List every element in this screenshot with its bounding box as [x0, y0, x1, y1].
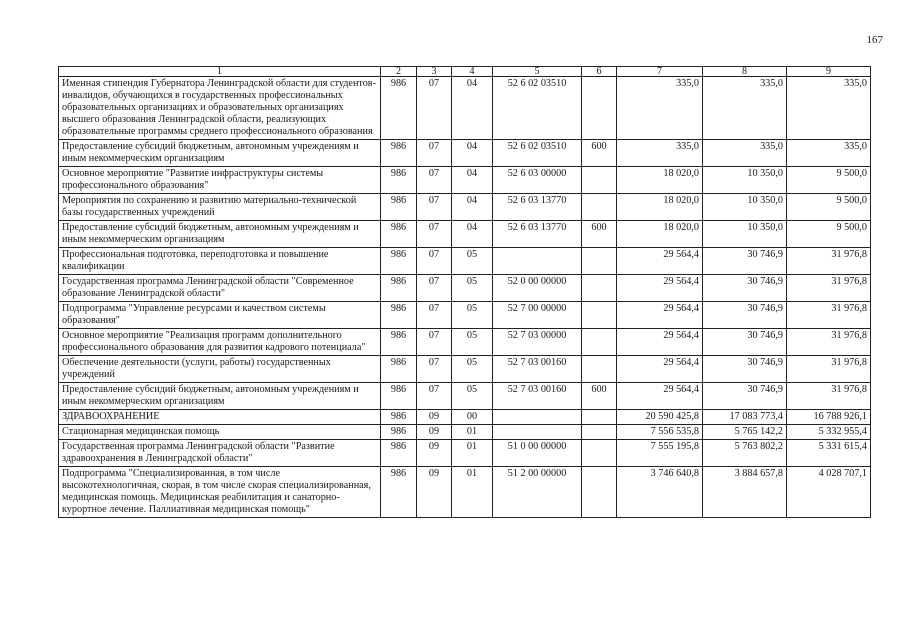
section-code-cell: 07 — [417, 221, 452, 248]
table-row — [59, 329, 871, 356]
column-header: 6 — [582, 67, 617, 77]
row-name-cell: Профессиональная подготовка, переподготовка и повышение квалификации — [59, 248, 381, 275]
amount-year1-cell: 7 555 195,8 — [617, 440, 703, 467]
subsection-code-cell: 04 — [452, 167, 493, 194]
expense-type-cell — [582, 440, 617, 467]
section-code-cell: 07 — [417, 248, 452, 275]
amount-year2-cell: 335,0 — [703, 140, 787, 167]
column-header: 1 — [59, 67, 381, 77]
section-code-cell: 07 — [417, 302, 452, 329]
column-header: 3 — [417, 67, 452, 77]
subsection-code-cell: 01 — [452, 440, 493, 467]
section-code-cell: 07 — [417, 140, 452, 167]
amount-year1-cell: 29 564,4 — [617, 356, 703, 383]
amount-year3-cell: 9 500,0 — [787, 167, 871, 194]
row-name-cell: Подпрограмма "Управление ресурсами и качеством системы образования" — [59, 302, 381, 329]
subsection-code-cell: 04 — [452, 221, 493, 248]
amount-year2-cell: 5 763 802,2 — [703, 440, 787, 467]
row-name-cell: Основное мероприятие "Развитие инфраструктуры системы профессионального образования" — [59, 167, 381, 194]
section-code-cell: 09 — [417, 440, 452, 467]
ministry-code-cell: 986 — [381, 248, 417, 275]
budget-table — [58, 66, 871, 518]
amount-year3-cell: 31 976,8 — [787, 383, 871, 410]
ministry-code-cell: 986 — [381, 77, 417, 140]
target-article-cell: 51 0 00 00000 — [493, 440, 582, 467]
amount-year3-cell: 31 976,8 — [787, 356, 871, 383]
amount-year1-cell: 18 020,0 — [617, 194, 703, 221]
amount-year3-cell: 31 976,8 — [787, 302, 871, 329]
amount-year3-cell: 5 332 955,4 — [787, 425, 871, 440]
subsection-code-cell: 04 — [452, 194, 493, 221]
table-row — [59, 77, 871, 140]
column-header: 7 — [617, 67, 703, 77]
table-row — [59, 383, 871, 410]
amount-year1-cell: 335,0 — [617, 140, 703, 167]
table-row — [59, 194, 871, 221]
subsection-code-cell: 01 — [452, 425, 493, 440]
ministry-code-cell: 986 — [381, 329, 417, 356]
column-header: 2 — [381, 67, 417, 77]
section-code-cell: 07 — [417, 194, 452, 221]
expense-type-cell — [582, 302, 617, 329]
amount-year2-cell: 17 083 773,4 — [703, 410, 787, 425]
row-name-cell: Стационарная медицинская помощь — [59, 425, 381, 440]
amount-year2-cell: 10 350,0 — [703, 167, 787, 194]
subsection-code-cell: 05 — [452, 302, 493, 329]
row-name-cell: ЗДРАВООХРАНЕНИЕ — [59, 410, 381, 425]
amount-year2-cell: 30 746,9 — [703, 383, 787, 410]
target-article-cell — [493, 425, 582, 440]
target-article-cell — [493, 248, 582, 275]
amount-year2-cell: 30 746,9 — [703, 275, 787, 302]
ministry-code-cell: 986 — [381, 302, 417, 329]
row-name-cell: Именная стипендия Губернатора Ленинградской области для студентов-инвалидов, обучающихся в государственных профессиональных образовательных организациях и образовательных организациях высшего образования Ленинградской области, реализующих образовательные программы среднего профессионального образования — [59, 77, 381, 140]
amount-year2-cell: 30 746,9 — [703, 302, 787, 329]
amount-year1-cell: 29 564,4 — [617, 329, 703, 356]
target-article-cell: 52 6 03 13770 — [493, 194, 582, 221]
amount-year3-cell: 9 500,0 — [787, 194, 871, 221]
row-name-cell: Государственная программа Ленинградской области "Развитие здравоохранения в Ленинградской области" — [59, 440, 381, 467]
row-name-cell: Обеспечение деятельности (услуги, работы) государственных учреждений — [59, 356, 381, 383]
row-name-cell: Основное мероприятие "Реализация программ дополнительного профессионального образования для развития кадрового потенциала" — [59, 329, 381, 356]
row-name-cell: Предоставление субсидий бюджетным, автономным учреждениям и иным некоммерческим организациям — [59, 383, 381, 410]
target-article-cell: 52 0 00 00000 — [493, 275, 582, 302]
ministry-code-cell: 986 — [381, 440, 417, 467]
amount-year3-cell: 335,0 — [787, 140, 871, 167]
amount-year2-cell: 30 746,9 — [703, 356, 787, 383]
expense-type-cell — [582, 410, 617, 425]
target-article-cell: 51 2 00 00000 — [493, 467, 582, 518]
table-row — [59, 425, 871, 440]
target-article-cell: 52 7 03 00000 — [493, 329, 582, 356]
amount-year1-cell: 7 556 535,8 — [617, 425, 703, 440]
subsection-code-cell: 05 — [452, 275, 493, 302]
target-article-cell — [493, 410, 582, 425]
target-article-cell: 52 6 03 00000 — [493, 167, 582, 194]
amount-year2-cell: 335,0 — [703, 77, 787, 140]
subsection-code-cell: 01 — [452, 467, 493, 518]
amount-year1-cell: 3 746 640,8 — [617, 467, 703, 518]
ministry-code-cell: 986 — [381, 383, 417, 410]
row-name-cell: Предоставление субсидий бюджетным, автономным учреждениям и иным некоммерческим организациям — [59, 140, 381, 167]
expense-type-cell — [582, 194, 617, 221]
expense-type-cell — [582, 356, 617, 383]
section-code-cell: 09 — [417, 410, 452, 425]
table-row — [59, 467, 871, 518]
section-code-cell: 07 — [417, 77, 452, 140]
table-row — [59, 302, 871, 329]
amount-year2-cell: 5 765 142,2 — [703, 425, 787, 440]
amount-year1-cell: 335,0 — [617, 77, 703, 140]
amount-year2-cell: 10 350,0 — [703, 194, 787, 221]
ministry-code-cell: 986 — [381, 140, 417, 167]
amount-year1-cell: 29 564,4 — [617, 383, 703, 410]
ministry-code-cell: 986 — [381, 194, 417, 221]
ministry-code-cell: 986 — [381, 425, 417, 440]
ministry-code-cell: 986 — [381, 467, 417, 518]
ministry-code-cell: 986 — [381, 221, 417, 248]
section-code-cell: 07 — [417, 329, 452, 356]
amount-year1-cell: 20 590 425,8 — [617, 410, 703, 425]
row-name-cell: Государственная программа Ленинградской области "Современное образование Ленинградской области" — [59, 275, 381, 302]
row-name-cell: Подпрограмма "Специализированная, в том числе высокотехнологичная, скорая, в том числе скорая специализированная, медицинская помощь. Медицинская реабилитация и санаторно-курортное лечение. Паллиативная медицинская помощь" — [59, 467, 381, 518]
section-code-cell: 07 — [417, 383, 452, 410]
target-article-cell: 52 7 03 00160 — [493, 383, 582, 410]
table-row — [59, 167, 871, 194]
table-row — [59, 221, 871, 248]
section-code-cell: 09 — [417, 467, 452, 518]
expense-type-cell: 600 — [582, 221, 617, 248]
target-article-cell: 52 6 02 03510 — [493, 77, 582, 140]
table-row — [59, 248, 871, 275]
amount-year3-cell: 4 028 707,1 — [787, 467, 871, 518]
table-row — [59, 440, 871, 467]
expense-type-cell — [582, 77, 617, 140]
subsection-code-cell: 05 — [452, 248, 493, 275]
amount-year2-cell: 3 884 657,8 — [703, 467, 787, 518]
amount-year3-cell: 31 976,8 — [787, 248, 871, 275]
target-article-cell: 52 7 03 00160 — [493, 356, 582, 383]
column-header: 5 — [493, 67, 582, 77]
target-article-cell: 52 7 00 00000 — [493, 302, 582, 329]
table-row — [59, 275, 871, 302]
ministry-code-cell: 986 — [381, 275, 417, 302]
amount-year3-cell: 31 976,8 — [787, 329, 871, 356]
page-number: 167 — [866, 34, 883, 46]
section-code-cell: 07 — [417, 275, 452, 302]
amount-year1-cell: 29 564,4 — [617, 302, 703, 329]
amount-year1-cell: 18 020,0 — [617, 221, 703, 248]
expense-type-cell: 600 — [582, 383, 617, 410]
amount-year1-cell: 29 564,4 — [617, 248, 703, 275]
expense-type-cell — [582, 329, 617, 356]
column-header: 9 — [787, 67, 871, 77]
amount-year3-cell: 16 788 926,1 — [787, 410, 871, 425]
amount-year2-cell: 30 746,9 — [703, 329, 787, 356]
section-code-cell: 07 — [417, 167, 452, 194]
expense-type-cell — [582, 467, 617, 518]
table-row — [59, 410, 871, 425]
row-name-cell: Мероприятия по сохранению и развитию материально-технической базы государственных учреждений — [59, 194, 381, 221]
amount-year1-cell: 18 020,0 — [617, 167, 703, 194]
amount-year3-cell: 5 331 615,4 — [787, 440, 871, 467]
ministry-code-cell: 986 — [381, 167, 417, 194]
section-code-cell: 09 — [417, 425, 452, 440]
ministry-code-cell: 986 — [381, 410, 417, 425]
target-article-cell: 52 6 02 03510 — [493, 140, 582, 167]
ministry-code-cell: 986 — [381, 356, 417, 383]
amount-year2-cell: 30 746,9 — [703, 248, 787, 275]
expense-type-cell — [582, 425, 617, 440]
target-article-cell: 52 6 03 13770 — [493, 221, 582, 248]
subsection-code-cell: 04 — [452, 140, 493, 167]
subsection-code-cell: 05 — [452, 356, 493, 383]
column-header: 8 — [703, 67, 787, 77]
table-row — [59, 140, 871, 167]
column-header: 4 — [452, 67, 493, 77]
subsection-code-cell: 00 — [452, 410, 493, 425]
subsection-code-cell: 04 — [452, 77, 493, 140]
expense-type-cell — [582, 248, 617, 275]
table-header-row — [59, 67, 871, 77]
subsection-code-cell: 05 — [452, 383, 493, 410]
subsection-code-cell: 05 — [452, 329, 493, 356]
expense-type-cell — [582, 167, 617, 194]
expense-type-cell: 600 — [582, 140, 617, 167]
section-code-cell: 07 — [417, 356, 452, 383]
amount-year3-cell: 9 500,0 — [787, 221, 871, 248]
row-name-cell: Предоставление субсидий бюджетным, автономным учреждениям и иным некоммерческим организациям — [59, 221, 381, 248]
expense-type-cell — [582, 275, 617, 302]
amount-year1-cell: 29 564,4 — [617, 275, 703, 302]
amount-year3-cell: 335,0 — [787, 77, 871, 140]
table-row — [59, 356, 871, 383]
amount-year3-cell: 31 976,8 — [787, 275, 871, 302]
amount-year2-cell: 10 350,0 — [703, 221, 787, 248]
